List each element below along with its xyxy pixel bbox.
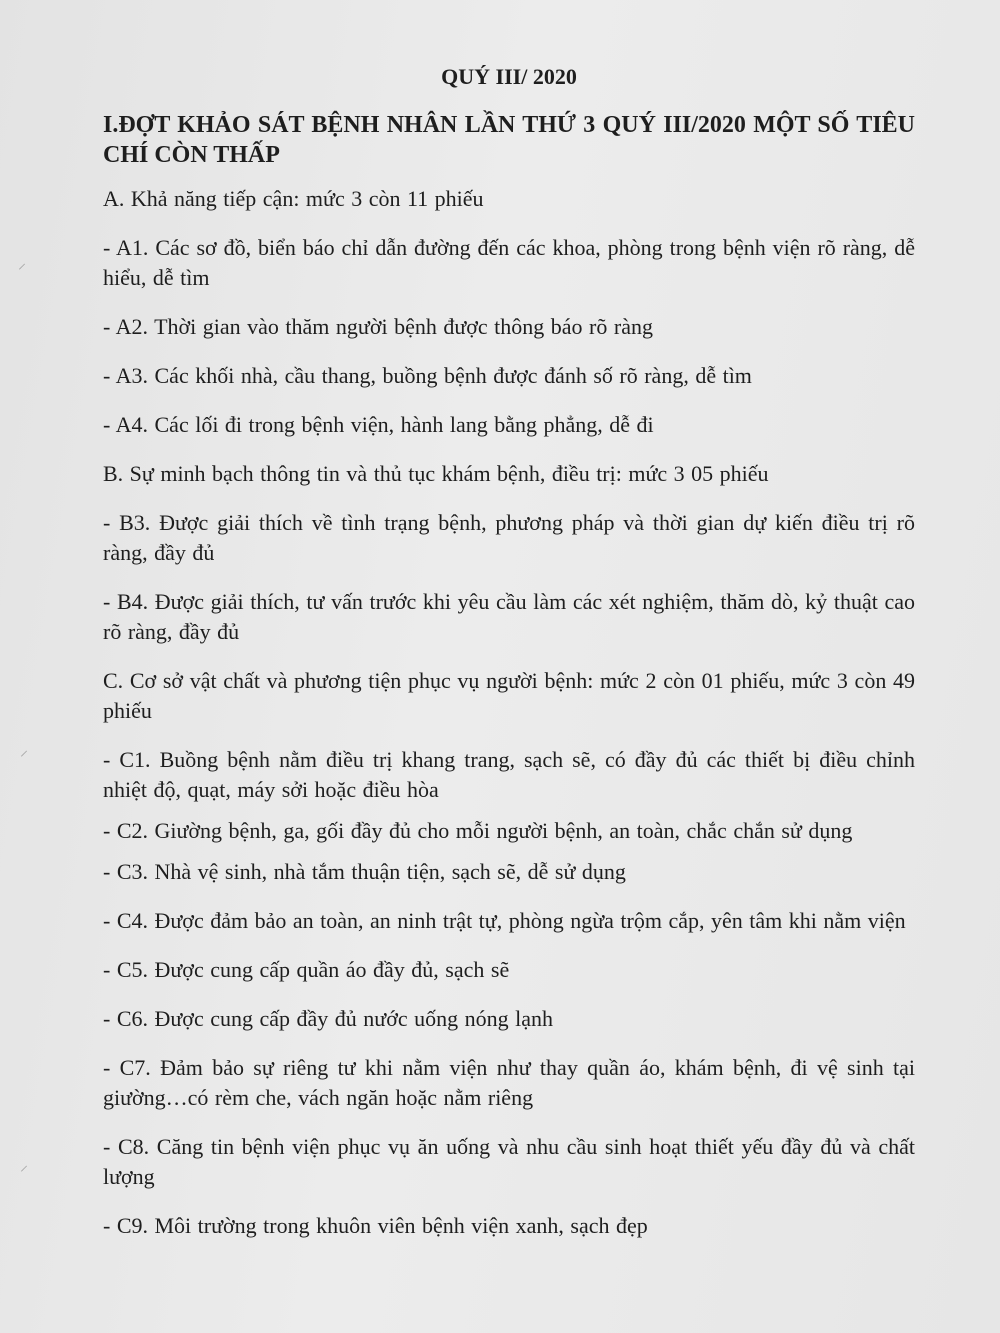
criterion-item: - C5. Được cung cấp quần áo đầy đủ, sạch sẽ: [103, 957, 510, 982]
margin-mark: ⸍: [18, 260, 27, 279]
criterion-item: - C2. Giường bệnh, ga, gối đầy đủ cho mỗi người bệnh, an toàn, chắc chắn sử dụng: [103, 818, 853, 843]
criterion-group-b: B. Sự minh bạch thông tin và thủ tục khám bệnh, điều trị: mức 3 05 phiếu: [103, 461, 769, 486]
margin-mark: ⸍: [20, 1162, 29, 1181]
criterion-item: - A3. Các khối nhà, cầu thang, buồng bệnh được đánh số rõ ràng, dễ tìm: [103, 363, 752, 388]
criterion-item: - C1. Buồng bệnh nằm điều trị khang trang, sạch sẽ, có đầy đủ các thiết bị điều chỉnh nhiệt độ, quạt, máy sởi hoặc điều hòa: [103, 747, 915, 802]
criterion-item: - A1. Các sơ đồ, biển báo chỉ dẫn đường đến các khoa, phòng trong bệnh viện rõ ràng, dễ hiểu, dễ tìm: [103, 235, 915, 290]
margin-mark: ⸍: [20, 747, 29, 766]
criterion-item: - C6. Được cung cấp đầy đủ nước uống nóng lạnh: [103, 1006, 553, 1031]
section-heading: I.ĐỢT KHẢO SÁT BỆNH NHÂN LẦN THỨ 3 QUÝ III/2020 MỘT SỐ TIÊU CHÍ CÒN THẤP: [103, 112, 915, 168]
criterion-item: - C8. Căng tin bệnh viện phục vụ ăn uống và nhu cầu sinh hoạt thiết yếu đầy đủ và chất lượng: [103, 1134, 915, 1189]
document-body: [103, 62, 915, 1260]
criterion-group-a: A. Khả năng tiếp cận: mức 3 còn 11 phiếu: [103, 186, 484, 211]
criterion-group-c: C. Cơ sở vật chất và phương tiện phục vụ người bệnh: mức 2 còn 01 phiếu, mức 3 còn 49 phiếu: [103, 668, 915, 723]
criterion-item: - B3. Được giải thích về tình trạng bệnh, phương pháp và thời gian dự kiến điều trị rõ ràng, đầy đủ: [103, 510, 915, 565]
criterion-item: - C3. Nhà vệ sinh, nhà tắm thuận tiện, sạch sẽ, dễ sử dụng: [103, 859, 626, 884]
criterion-item: - A4. Các lối đi trong bệnh viện, hành lang bằng phẳng, dễ đi: [103, 412, 654, 437]
document-title: QUÝ III/ 2020: [441, 64, 577, 89]
criterion-item: - C4. Được đảm bảo an toàn, an ninh trật tự, phòng ngừa trộm cắp, yên tâm khi nằm viện: [103, 908, 906, 933]
criterion-item: - A2. Thời gian vào thăm người bệnh được thông báo rõ ràng: [103, 314, 653, 339]
criterion-item: - C9. Môi trường trong khuôn viên bệnh viện xanh, sạch đẹp: [103, 1213, 648, 1238]
criterion-item: - C7. Đảm bảo sự riêng tư khi nằm viện như thay quần áo, khám bệnh, đi vệ sinh tại giường…có rèm che, vách ngăn hoặc nằm riêng: [103, 1055, 915, 1110]
criterion-item: - B4. Được giải thích, tư vấn trước khi yêu cầu làm các xét nghiệm, thăm dò, kỷ thuật cao rõ ràng, đầy đủ: [103, 589, 915, 644]
